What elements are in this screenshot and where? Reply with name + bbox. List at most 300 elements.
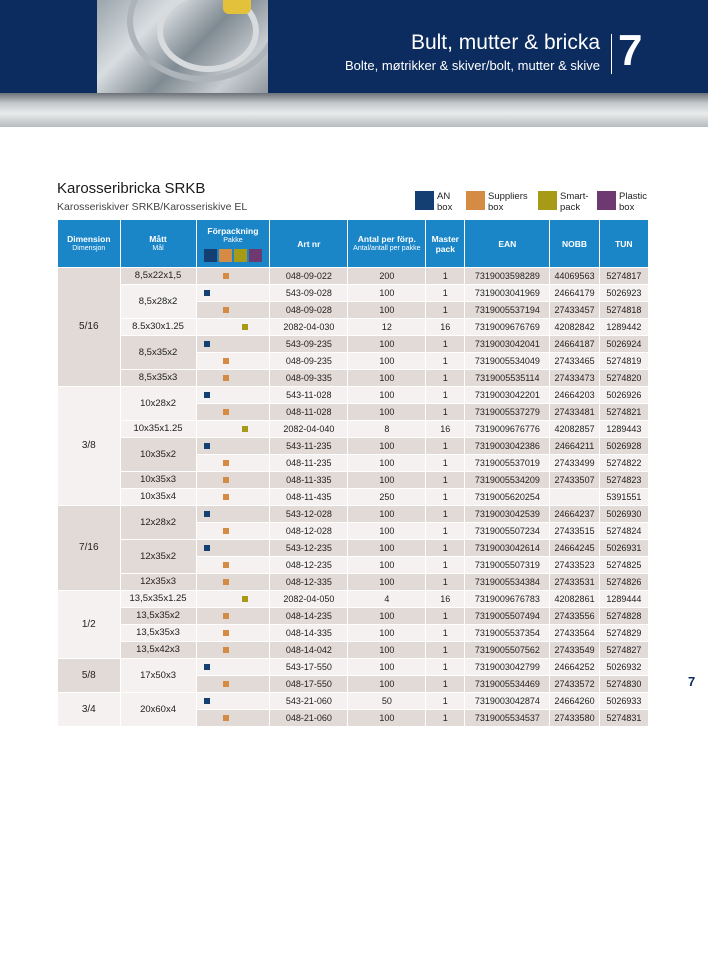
cell-ean: 7319005534049 — [465, 353, 549, 369]
legend-swatch-plastic — [597, 191, 616, 210]
pack-an-marker — [204, 341, 210, 347]
cell-ean: 7319005534209 — [465, 472, 549, 488]
cell-ean: 7319003042874 — [465, 693, 549, 709]
cell-nobb: 24664211 — [550, 438, 598, 454]
cell-art: 2082-04-050 — [270, 591, 347, 607]
cell-nobb: 44069563 — [550, 268, 598, 284]
cell-ean: 7319005507234 — [465, 523, 549, 539]
cell-master: 1 — [426, 608, 464, 624]
col-nobb: NOBB — [550, 220, 598, 267]
cell-master: 1 — [426, 285, 464, 301]
table-header-row — [58, 220, 648, 267]
table-row — [58, 693, 648, 709]
cell-master: 1 — [426, 676, 464, 692]
cell-pack — [197, 557, 270, 573]
cell-pack — [197, 625, 270, 641]
cell-pack — [197, 336, 270, 352]
cell-tun: 5026926 — [600, 387, 648, 403]
cell-master: 1 — [426, 302, 464, 318]
cell-matt: 13,5x42x3 — [121, 642, 196, 658]
cell-antal: 100 — [348, 642, 425, 658]
cell-antal: 8 — [348, 421, 425, 437]
cell-antal: 100 — [348, 336, 425, 352]
cell-antal: 100 — [348, 523, 425, 539]
cell-ean: 7319005534469 — [465, 676, 549, 692]
cell-tun: 5274830 — [600, 676, 648, 692]
cell-tun: 5274817 — [600, 268, 648, 284]
cell-art: 2082-04-030 — [270, 319, 347, 335]
pack-suppliers-marker — [223, 647, 229, 653]
cell-master: 1 — [426, 268, 464, 284]
cell-nobb: 27433580 — [550, 710, 598, 726]
cell-nobb: 27433465 — [550, 353, 598, 369]
table-row — [58, 319, 648, 335]
cell-ean: 7319005507494 — [465, 608, 549, 624]
table-row — [58, 268, 648, 284]
cell-ean: 7319009676776 — [465, 421, 549, 437]
cell-master: 16 — [426, 421, 464, 437]
cell-art: 543-11-235 — [270, 438, 347, 454]
cell-master: 1 — [426, 455, 464, 471]
cell-master: 16 — [426, 319, 464, 335]
cell-matt: 20x60x4 — [121, 693, 196, 726]
cell-pack — [197, 676, 270, 692]
cell-matt: 13,5x35x2 — [121, 608, 196, 624]
legend-label: pack — [560, 202, 581, 213]
pack-an-marker — [204, 664, 210, 670]
swatch-smart — [234, 249, 247, 262]
cell-ean: 7319003042799 — [465, 659, 549, 675]
pack-suppliers-marker — [223, 681, 229, 687]
cell-nobb: 24664179 — [550, 285, 598, 301]
cell-antal: 100 — [348, 285, 425, 301]
header-photo — [97, 0, 268, 93]
pack-suppliers-marker — [223, 494, 229, 500]
col-artnr: Art nr — [270, 220, 347, 267]
cell-nobb: 42082861 — [550, 591, 598, 607]
table-row — [58, 387, 648, 403]
cell-master: 1 — [426, 625, 464, 641]
cell-antal: 100 — [348, 387, 425, 403]
legend-swatch-smart — [538, 191, 557, 210]
pack-suppliers-marker — [223, 613, 229, 619]
pack-suppliers-marker — [223, 460, 229, 466]
cell-tun: 5274819 — [600, 353, 648, 369]
cell-pack — [197, 285, 270, 301]
cell-antal: 100 — [348, 540, 425, 556]
table-row — [58, 506, 648, 522]
cell-pack — [197, 540, 270, 556]
legend-label: AN — [437, 191, 451, 202]
cell-dimension: 3/4 — [58, 693, 120, 726]
cell-ean: 7319003042386 — [465, 438, 549, 454]
cell-nobb: 24664187 — [550, 336, 598, 352]
pack-suppliers-marker — [223, 477, 229, 483]
table-row — [58, 472, 648, 488]
cell-pack — [197, 489, 270, 505]
cell-art: 543-21-060 — [270, 693, 347, 709]
cell-pack — [197, 574, 270, 590]
col-forpackning: Förpackning Pakke — [197, 220, 270, 267]
cell-nobb: 27433556 — [550, 608, 598, 624]
cell-nobb: 27433549 — [550, 642, 598, 658]
pack-suppliers-marker — [223, 562, 229, 568]
table-row — [58, 608, 648, 624]
cell-nobb: 42082857 — [550, 421, 598, 437]
cell-tun: 5274818 — [600, 302, 648, 318]
cell-master: 1 — [426, 472, 464, 488]
pack-an-marker — [204, 443, 210, 449]
cell-master: 1 — [426, 540, 464, 556]
cell-tun: 1289442 — [600, 319, 648, 335]
cell-tun: 5026933 — [600, 693, 648, 709]
cell-ean: 7319003042539 — [465, 506, 549, 522]
cell-art: 048-14-235 — [270, 608, 347, 624]
cell-antal: 100 — [348, 710, 425, 726]
cell-master: 1 — [426, 693, 464, 709]
cell-tun: 5026930 — [600, 506, 648, 522]
cell-art: 543-09-028 — [270, 285, 347, 301]
table-row — [58, 336, 648, 352]
legend-label: box — [437, 202, 453, 213]
cell-master: 1 — [426, 659, 464, 675]
swatch-an — [204, 249, 217, 262]
cell-matt: 10x35x1.25 — [121, 421, 196, 437]
cell-nobb: 24664252 — [550, 659, 598, 675]
cell-art: 048-14-042 — [270, 642, 347, 658]
cell-antal: 100 — [348, 455, 425, 471]
cell-matt: 8,5x35x3 — [121, 370, 196, 386]
cell-nobb: 27433523 — [550, 557, 598, 573]
cell-master: 1 — [426, 523, 464, 539]
cell-pack — [197, 659, 270, 675]
col-dimension: Dimension Dimensjon — [58, 220, 120, 267]
swatch-plastic — [249, 249, 262, 262]
cell-tun: 5274829 — [600, 625, 648, 641]
cell-dimension: 5/8 — [58, 659, 120, 692]
cell-ean: 7319009676783 — [465, 591, 549, 607]
cell-nobb: 24664260 — [550, 693, 598, 709]
cell-nobb: 24664203 — [550, 387, 598, 403]
cell-antal: 100 — [348, 608, 425, 624]
header-divider — [611, 34, 612, 74]
table-row — [58, 489, 648, 505]
cell-antal: 200 — [348, 268, 425, 284]
legend-label: Suppliers — [488, 191, 528, 202]
cell-dimension: 5/16 — [58, 268, 120, 386]
cell-matt: 12x28x2 — [121, 506, 196, 539]
cell-matt: 13,5x35x3 — [121, 625, 196, 641]
cell-dimension: 1/2 — [58, 591, 120, 658]
col-master: Master pack — [426, 220, 464, 267]
cell-art: 048-14-335 — [270, 625, 347, 641]
cell-dimension: 3/8 — [58, 387, 120, 505]
cell-pack — [197, 472, 270, 488]
table-row — [58, 591, 648, 607]
pack-an-marker — [204, 545, 210, 551]
legend-suppliers — [466, 191, 528, 213]
cell-art: 048-11-235 — [270, 455, 347, 471]
cell-antal: 100 — [348, 676, 425, 692]
cell-pack — [197, 455, 270, 471]
cell-ean: 7319003041969 — [465, 285, 549, 301]
cell-antal: 100 — [348, 438, 425, 454]
cell-antal: 100 — [348, 302, 425, 318]
pack-an-marker — [204, 392, 210, 398]
pack-suppliers-marker — [223, 307, 229, 313]
cell-matt: 12x35x3 — [121, 574, 196, 590]
cell-pack — [197, 404, 270, 420]
cell-antal: 100 — [348, 506, 425, 522]
table-row — [58, 438, 648, 454]
table-row — [58, 285, 648, 301]
cell-ean: 7319009676769 — [465, 319, 549, 335]
cell-art: 048-09-022 — [270, 268, 347, 284]
cell-tun: 5274823 — [600, 472, 648, 488]
cell-pack — [197, 693, 270, 709]
cell-tun: 5026924 — [600, 336, 648, 352]
pack-an-marker — [204, 290, 210, 296]
cell-pack — [197, 353, 270, 369]
cell-nobb — [550, 489, 598, 505]
cell-tun: 5274821 — [600, 404, 648, 420]
legend-label: box — [619, 202, 635, 213]
table-row — [58, 642, 648, 658]
cell-antal: 4 — [348, 591, 425, 607]
cell-matt: 12x35x2 — [121, 540, 196, 573]
cell-tun: 5026928 — [600, 438, 648, 454]
cell-tun: 5391551 — [600, 489, 648, 505]
cell-tun: 5274825 — [600, 557, 648, 573]
pack-suppliers-marker — [223, 579, 229, 585]
legend-smart — [538, 191, 589, 213]
cell-pack — [197, 319, 270, 335]
cell-ean: 7319005507562 — [465, 642, 549, 658]
cell-master: 1 — [426, 557, 464, 573]
legend-plastic — [597, 191, 647, 213]
cell-art: 048-12-028 — [270, 523, 347, 539]
cell-pack — [197, 523, 270, 539]
col-ean: EAN — [465, 220, 549, 267]
chapter-number: 7 — [618, 26, 643, 75]
table-row — [58, 421, 648, 437]
legend-label: box — [488, 202, 504, 213]
cell-tun: 5274827 — [600, 642, 648, 658]
cell-tun: 5274826 — [600, 574, 648, 590]
cell-ean: 7319003042201 — [465, 387, 549, 403]
cell-antal: 100 — [348, 625, 425, 641]
cell-matt: 10x35x3 — [121, 472, 196, 488]
col-tun: TUN — [600, 220, 648, 267]
cell-tun: 5026932 — [600, 659, 648, 675]
pack-swatches — [197, 249, 270, 262]
cell-master: 1 — [426, 404, 464, 420]
cell-art: 048-17-550 — [270, 676, 347, 692]
pack-smart-marker — [242, 596, 248, 602]
cell-matt: 10x35x2 — [121, 438, 196, 471]
cell-tun: 5274828 — [600, 608, 648, 624]
cell-matt: 10x35x4 — [121, 489, 196, 505]
legend-label: Plastic — [619, 191, 647, 202]
cell-tun: 5274824 — [600, 523, 648, 539]
cell-master: 1 — [426, 574, 464, 590]
cell-art: 048-21-060 — [270, 710, 347, 726]
cell-nobb: 24664237 — [550, 506, 598, 522]
metal-strip — [0, 93, 708, 127]
cell-master: 1 — [426, 336, 464, 352]
cell-ean: 7319003598289 — [465, 268, 549, 284]
cell-pack — [197, 642, 270, 658]
cell-art: 543-11-028 — [270, 387, 347, 403]
cell-nobb: 27433572 — [550, 676, 598, 692]
section-subtitle: Karosseriskiver SRKB/Karosseriskive EL — [57, 201, 248, 213]
cell-master: 16 — [426, 591, 464, 607]
cell-art: 543-12-235 — [270, 540, 347, 556]
cell-art: 048-11-435 — [270, 489, 347, 505]
cell-master: 1 — [426, 489, 464, 505]
cell-tun: 1289444 — [600, 591, 648, 607]
cell-ean: 7319005507319 — [465, 557, 549, 573]
cell-nobb: 27433515 — [550, 523, 598, 539]
cell-antal: 12 — [348, 319, 425, 335]
pack-suppliers-marker — [223, 358, 229, 364]
yellow-part — [223, 0, 251, 14]
cell-matt: 17x50x3 — [121, 659, 196, 692]
cell-art: 543-12-028 — [270, 506, 347, 522]
cell-art: 048-12-335 — [270, 574, 347, 590]
cell-antal: 100 — [348, 472, 425, 488]
cell-ean: 7319003042614 — [465, 540, 549, 556]
cell-tun: 5274820 — [600, 370, 648, 386]
cell-pack — [197, 302, 270, 318]
legend-label: Smart- — [560, 191, 589, 202]
cell-master: 1 — [426, 438, 464, 454]
cell-master: 1 — [426, 710, 464, 726]
section-title: Karosseribricka SRKB — [57, 180, 206, 197]
pack-suppliers-marker — [223, 273, 229, 279]
cell-ean: 7319005535114 — [465, 370, 549, 386]
cell-pack — [197, 710, 270, 726]
cell-nobb: 27433473 — [550, 370, 598, 386]
table-row — [58, 540, 648, 556]
legend-swatch-an — [415, 191, 434, 210]
table-row — [58, 370, 648, 386]
cell-pack — [197, 370, 270, 386]
pack-an-marker — [204, 698, 210, 704]
cell-matt: 8,5x35x2 — [121, 336, 196, 369]
cell-tun: 5274822 — [600, 455, 648, 471]
cell-tun: 5274831 — [600, 710, 648, 726]
cell-antal: 100 — [348, 557, 425, 573]
cell-art: 048-09-235 — [270, 353, 347, 369]
table-row — [58, 625, 648, 641]
cell-dimension: 7/16 — [58, 506, 120, 590]
cell-nobb: 27433481 — [550, 404, 598, 420]
cell-art: 048-12-235 — [270, 557, 347, 573]
table-body — [58, 268, 648, 726]
side-chapter-tab: 7 — [688, 674, 696, 689]
cell-pack — [197, 438, 270, 454]
cell-antal: 50 — [348, 693, 425, 709]
cell-nobb: 27433564 — [550, 625, 598, 641]
cell-antal: 100 — [348, 370, 425, 386]
cell-ean: 7319005534537 — [465, 710, 549, 726]
cell-tun: 1289443 — [600, 421, 648, 437]
cell-antal: 100 — [348, 404, 425, 420]
pack-smart-marker — [242, 426, 248, 432]
cell-antal: 100 — [348, 353, 425, 369]
cell-pack — [197, 421, 270, 437]
cell-master: 1 — [426, 353, 464, 369]
cell-ean: 7319005537194 — [465, 302, 549, 318]
cell-master: 1 — [426, 387, 464, 403]
cell-art: 048-09-335 — [270, 370, 347, 386]
legend-swatch-suppliers — [466, 191, 485, 210]
table-row — [58, 659, 648, 675]
legend-an — [415, 191, 452, 213]
pack-smart-marker — [242, 324, 248, 330]
cell-pack — [197, 268, 270, 284]
col-matt: Mått Mål — [121, 220, 196, 267]
cell-antal: 100 — [348, 659, 425, 675]
cell-art: 2082-04-040 — [270, 421, 347, 437]
cell-pack — [197, 608, 270, 624]
cell-antal: 100 — [348, 574, 425, 590]
cell-tun: 5026923 — [600, 285, 648, 301]
cell-matt: 8,5x28x2 — [121, 285, 196, 318]
cell-master: 1 — [426, 370, 464, 386]
cell-ean: 7319005537354 — [465, 625, 549, 641]
cell-nobb: 24664245 — [550, 540, 598, 556]
cell-ean: 7319005537019 — [465, 455, 549, 471]
pack-suppliers-marker — [223, 715, 229, 721]
cell-art: 543-17-550 — [270, 659, 347, 675]
cell-matt: 8,5x22x1,5 — [121, 268, 196, 284]
cell-ean: 7319005620254 — [465, 489, 549, 505]
chapter-title: Bult, mutter & bricka — [410, 31, 600, 54]
cell-ean: 7319005534384 — [465, 574, 549, 590]
cell-nobb: 42082842 — [550, 319, 598, 335]
swatch-suppliers — [219, 249, 232, 262]
cell-pack — [197, 591, 270, 607]
cell-nobb: 27433507 — [550, 472, 598, 488]
pack-suppliers-marker — [223, 375, 229, 381]
col-antal: Antal per förp. Antal/antall per pakke — [348, 220, 425, 267]
cell-pack — [197, 387, 270, 403]
cell-matt: 13,5x35x1.25 — [121, 591, 196, 607]
cell-art: 543-09-235 — [270, 336, 347, 352]
cell-master: 1 — [426, 506, 464, 522]
cell-art: 048-09-028 — [270, 302, 347, 318]
cell-antal: 250 — [348, 489, 425, 505]
cell-nobb: 27433531 — [550, 574, 598, 590]
cell-master: 1 — [426, 642, 464, 658]
chapter-subtitle: Bolte, møtrikker & skiver/bolt, mutter & skive — [344, 58, 600, 73]
cell-art: 048-11-335 — [270, 472, 347, 488]
pack-suppliers-marker — [223, 630, 229, 636]
table-row — [58, 574, 648, 590]
cell-pack — [197, 506, 270, 522]
pack-suppliers-marker — [223, 528, 229, 534]
pack-suppliers-marker — [223, 409, 229, 415]
cell-matt: 8.5x30x1.25 — [121, 319, 196, 335]
cell-ean: 7319003042041 — [465, 336, 549, 352]
cell-matt: 10x28x2 — [121, 387, 196, 420]
cell-ean: 7319005537279 — [465, 404, 549, 420]
pack-an-marker — [204, 511, 210, 517]
cell-nobb: 27433457 — [550, 302, 598, 318]
cell-art: 048-11-028 — [270, 404, 347, 420]
